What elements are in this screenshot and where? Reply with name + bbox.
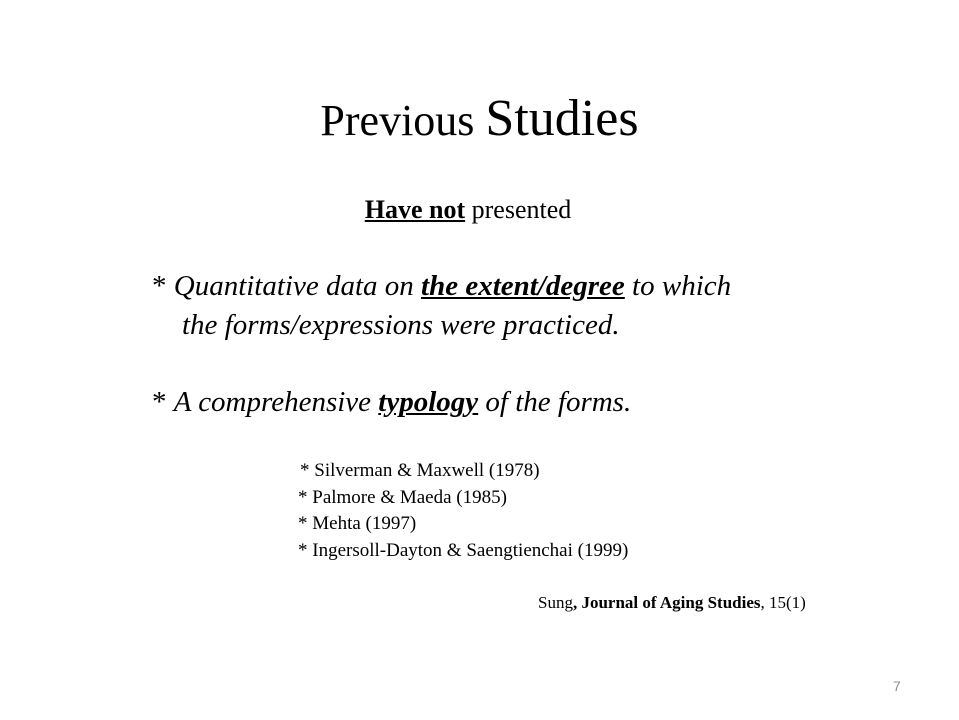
citation-author: Sung (538, 593, 573, 612)
reference-item: * Ingersoll-Dayton & Saengtienchai (1999) (298, 540, 629, 561)
point-text: of the forms. (478, 386, 632, 418)
slide-title (0, 88, 959, 150)
title-part-previous: Previous (320, 96, 486, 145)
point-emphasis: the extent/degree (421, 270, 625, 302)
subheading-rest: presented (465, 195, 572, 224)
citation-volume: , 15(1) (760, 593, 806, 612)
reference-item: * Silverman & Maxwell (1978) (300, 460, 540, 481)
point-text: A comprehensive (173, 386, 379, 418)
reference-item: * Palmore & Maeda (1985) (298, 487, 507, 508)
subheading (0, 194, 936, 225)
point-quantitative-line2: the forms/expressions were practiced. (182, 309, 620, 341)
citation-journal: , Journal of Aging Studies (572, 593, 761, 612)
point-text: to which (624, 270, 732, 302)
citation (538, 593, 806, 613)
subheading-emphasis: Have not (364, 195, 466, 224)
point-emphasis: typology (378, 386, 479, 418)
bullet-star: * (152, 270, 174, 302)
title-part-studies: Studies (485, 90, 639, 147)
reference-item: * Mehta (1997) (298, 513, 417, 534)
point-quantitative-line1 (152, 269, 731, 304)
point-text: Quantitative data on (173, 270, 422, 302)
page-number: 7 (893, 678, 901, 694)
point-typology (152, 385, 631, 420)
bullet-star: * (152, 386, 174, 418)
